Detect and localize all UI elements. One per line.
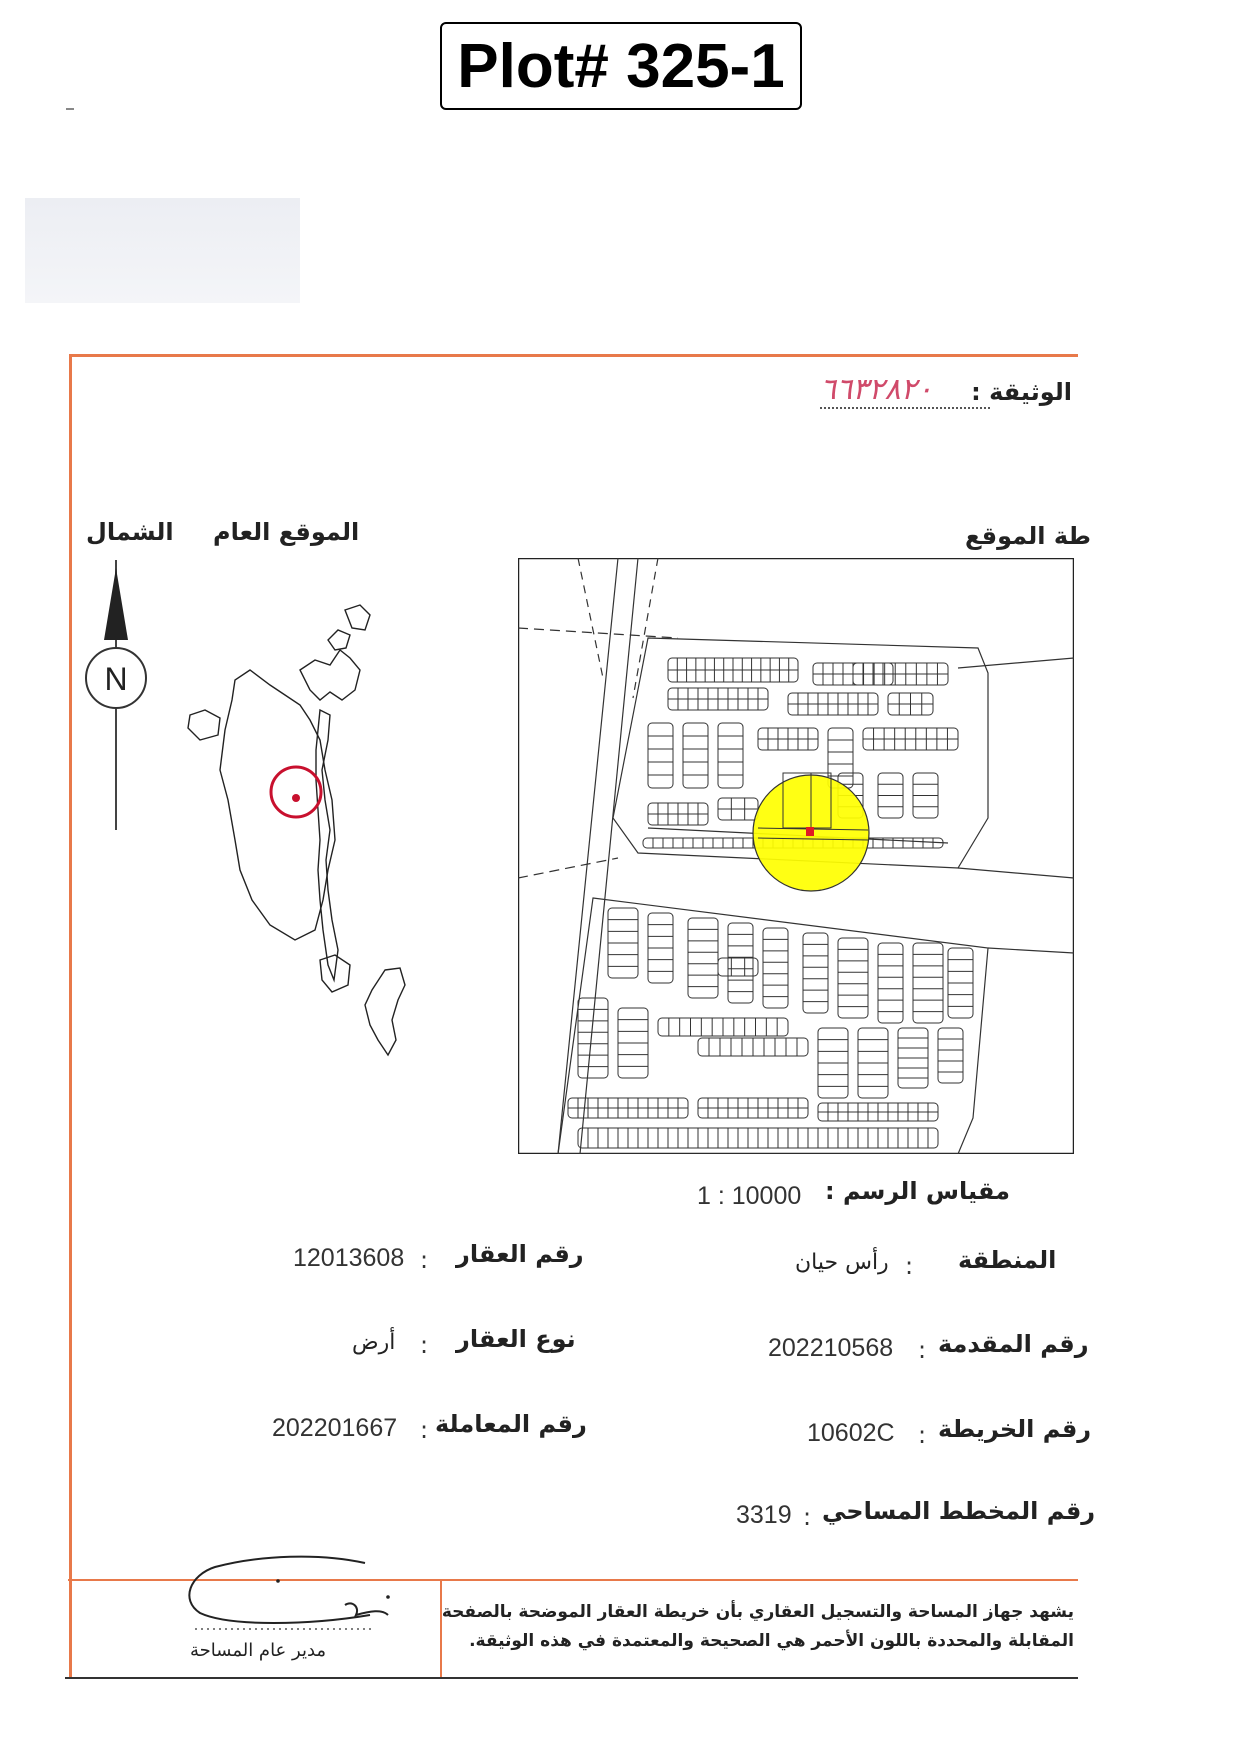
certification-text: [441, 1598, 1074, 1656]
transaction-number-label: رقم المعاملة: [435, 1410, 587, 1438]
map-number-label: رقم الخريطة: [938, 1415, 1092, 1443]
colon: :: [420, 1246, 429, 1274]
site-plan-label: طة الموقع: [965, 522, 1091, 550]
site-plan-map: [518, 558, 1074, 1154]
scale-label: مقياس الرسم :: [825, 1177, 1010, 1205]
certification-line-2: المقابلة والمحددة باللون الأحمر هي الصحيحة والمعتمدة في هذه الوثيقة.: [469, 1631, 1074, 1651]
transaction-number-value: 202201667: [272, 1414, 398, 1442]
colon: :: [918, 1421, 927, 1449]
footer-divider: [440, 1580, 442, 1678]
property-type-value: أرض: [352, 1330, 396, 1355]
hawar-islands: [365, 968, 405, 1055]
frame-border-top: [70, 354, 1078, 357]
application-number-value: 202210568: [768, 1334, 894, 1362]
property-number-value: 12013608: [293, 1244, 405, 1272]
property-number-label: رقم العقار: [456, 1240, 584, 1268]
general-location-map: [160, 600, 450, 1090]
colon: :: [420, 1416, 429, 1444]
redacted-band: [25, 198, 300, 303]
frame-border-left: [69, 354, 72, 1677]
survey-plan-number-value: 3319: [736, 1501, 792, 1529]
signatory-title: مدير عام المساحة: [190, 1640, 327, 1661]
map-number-value: 10602C: [807, 1419, 895, 1447]
plot-title: Plot# 325-1: [440, 22, 802, 110]
north-arrow-icon: [82, 560, 154, 830]
area-value: رأس حيان: [795, 1250, 889, 1275]
frame-border-bottom: [65, 1677, 1078, 1679]
scale-value: 1 : 10000: [697, 1182, 802, 1210]
muharraq: [300, 650, 360, 700]
colon: :: [803, 1503, 812, 1531]
area-label: المنطقة: [958, 1246, 1057, 1274]
scan-mark: [66, 108, 74, 110]
survey-plan-number-label: رقم المخطط المساحي: [822, 1497, 1096, 1525]
north-symbol: N: [104, 661, 128, 697]
selected-parcel: [806, 827, 814, 836]
document-number: ٦٦٣٢٨٢٠: [820, 372, 990, 409]
colon: :: [918, 1336, 927, 1364]
document-label: الوثيقة :: [971, 378, 1072, 406]
general-location-label: الموقع العام: [213, 518, 360, 546]
application-number-label: رقم المقدمة: [938, 1330, 1089, 1358]
colon: :: [420, 1331, 429, 1359]
property-type-label: نوع العقار: [456, 1325, 576, 1353]
north-label: الشمال: [86, 518, 174, 546]
signature-image: [120, 1545, 400, 1635]
certification-line-1: يشهد جهاز المساحة والتسجيل العقاري بأن خريطة العقار الموضحة بالصفحة: [441, 1602, 1074, 1622]
colon: :: [905, 1252, 914, 1280]
location-marker-icon: [271, 767, 321, 817]
